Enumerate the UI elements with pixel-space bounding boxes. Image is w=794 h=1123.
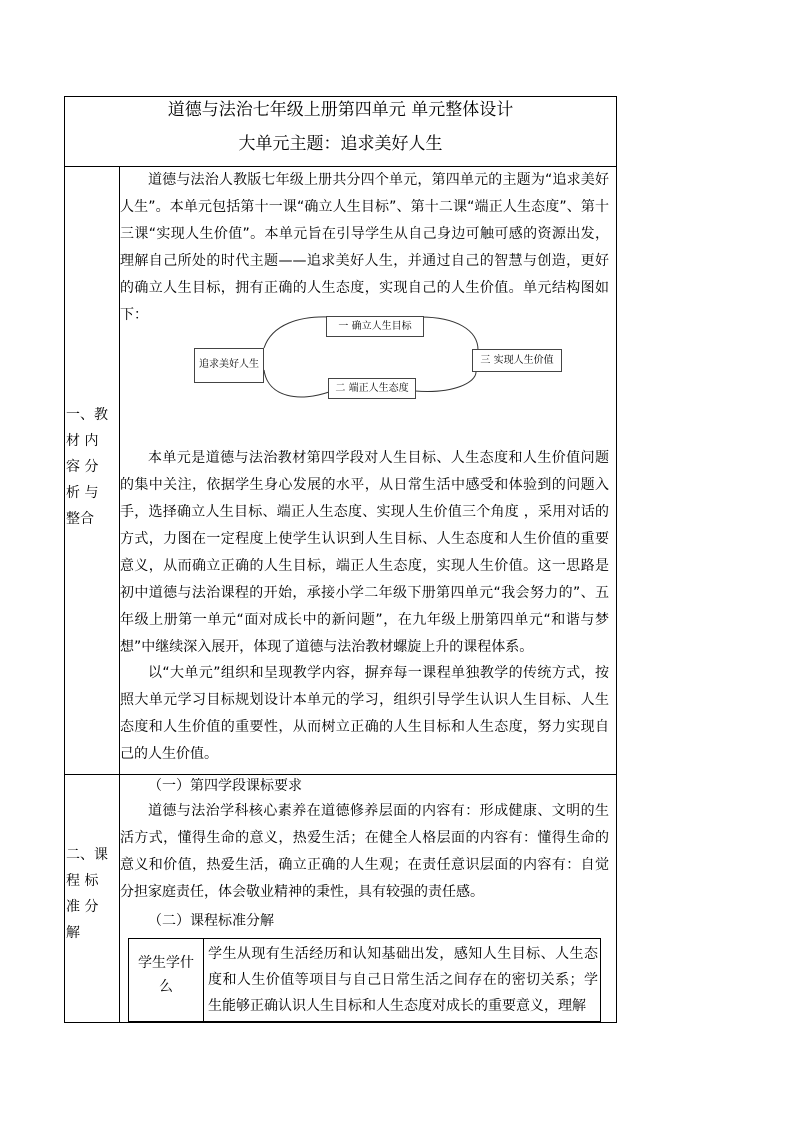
section1-label-line: 析 与	[66, 485, 99, 501]
document-title: 道德与法治七年级上册第四单元 单元整体设计	[167, 100, 514, 120]
section2-label-line: 解	[66, 925, 80, 941]
subheading-standards: （一）第四学段课标要求	[148, 778, 302, 794]
diagram-node-value: 三 实现人生价值	[472, 349, 562, 372]
section2-label-line: 准 分	[66, 899, 99, 915]
unit-theme: 大单元主题：追求美好人生	[238, 134, 443, 154]
approach-paragraph: 以“大单元”组织和呈现教学内容，摒弃每一课程单独教学的传统方式，按照大单元学习目标规划设计本单元的学习，组织引导学生认识人生目标、人生态度和人生价值的重要性，从而树立正确的人生目标和人生态度，努力实现自己的人生价值。	[120, 665, 609, 762]
table-row-content: 学生从现有生活经历和认知基础出发，感知人生目标、人生态度和人生价值等项目与自己日常生活之间存在的密切关系；学生能够正确认识人生目标和人生态度对成长的重要意义，理解	[208, 946, 598, 1014]
inner-column-divider	[203, 939, 204, 1021]
diagram-node-attitude: 二 端正人生态度	[328, 378, 416, 399]
analysis-paragraph: 本单元是道德与法治教材第四学段对人生目标、人生态度和人生价值问题的集中关注，依据学生身心发展的水平，从日常生活中感受和体验到的问题入手，选择确立人生目标、端正人生态度、实现人生价值三个角度 ，采用对话的方式，力图在一定程度上使学生认识到人生目标、人生态度和人生价值的重要意义，从而确立正确的人生目标，端正人生态度，实现人生价值。这一思路是初中道德与法治课程的开始，承接小学二年级下册第四单元“我会努力的”、五年级上册第一单元“面对成长中的新问题”，在九年级上册第四单元“和谐与梦想”中继续深入展开，体现了道德与法治教材螺旋上升的课程体系。	[120, 450, 609, 655]
section1-label-line: 容 分	[66, 459, 99, 475]
section2-label	[66, 842, 118, 946]
requirement-paragraph: 道德与法治学科核心素养在道德修养层面的内容有：形成健康、文明的生活方式，懂得生命的意义，热爱生活；在健全人格层面的内容有：懂得生命的意义和价值，热爱生活，确立正确的人生观；在责任意识层面的内容有：自觉分担家庭责任，体会敬业精神的秉性，具有较强的责任感。	[120, 803, 609, 900]
intro-paragraph: 道德与法治人教版七年级上册共分四个单元，第四单元的主题为“追求美好人生”。本单元包括第十一课“确立人生目标”、第十二课“端正人生态度”、第十三课“实现人生价值”。本单元旨在引导学生从自己身边可触可感的资源出发，理解自己所处的时代主题——追求美好人生，并通过自己的智慧与创造，更好的确立人生目标，拥有正确的人生态度，实现自己的人生价值。单元结构图如下：	[120, 172, 609, 323]
standards-breakdown-table	[128, 938, 601, 1022]
section1-label-line: 一、教	[66, 407, 108, 423]
diagram-center-box: 追求美好人生	[194, 348, 264, 383]
table-row-label: 学生学什么	[138, 955, 194, 995]
section1-label-line: 材 内	[66, 433, 99, 449]
section2-label-line: 二、课	[66, 847, 108, 863]
section1-label-line: 整合	[66, 511, 94, 527]
diagram-node-goal: 一 确立人生目标	[326, 316, 424, 337]
section2-label-line: 程 标	[66, 873, 99, 889]
subheading-breakdown: （二）课程标准分解	[148, 913, 274, 929]
